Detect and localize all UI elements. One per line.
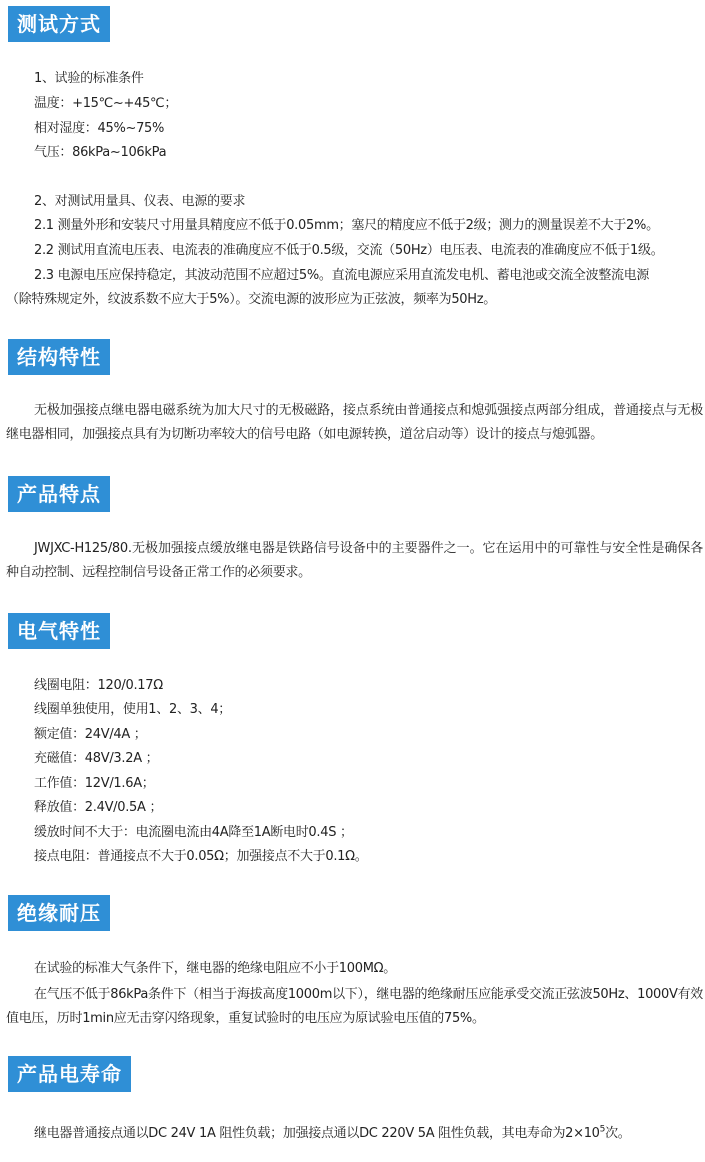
section-heading-life: 产品电寿命	[8, 1056, 131, 1092]
test-line: 2、对测试用量具、仪表、电源的要求	[34, 194, 246, 209]
test-line: 2.1 测量外形和安装尺寸用量具精度应不低于0.05mm；塞尺的精度应不低于2级；测力的测量误差不大于2%。	[34, 218, 659, 233]
test-line: 2.3 电源电压应保持稳定，其波动范围不应超过5%。直流电源应采用直流发电机、蓄电池或交流全波整流电源	[34, 268, 650, 283]
test-line: （除特殊规定外，纹波系数不应大于5%）。交流电源的波形应为正弦波，频率为50Hz。	[6, 292, 496, 307]
test-line: 气压：86kPa~106kPa	[34, 145, 167, 160]
life-text-end: 次。	[605, 1126, 631, 1141]
section-heading-electrical: 电气特性	[8, 613, 110, 649]
electrical-line: 接点电阻：普通接点不大于0.05Ω；加强接点不大于0.1Ω。	[34, 849, 368, 864]
test-line: 相对湿度：45%~75%	[34, 121, 165, 136]
features-paragraph: JWJXC-H125/80.无极加强接点缓放继电器是铁路信号设备中的主要器件之一。它在运用中的可靠性与安全性是确保各种自动控制、远程控制信号设备正常工作的必须要求。	[6, 541, 703, 580]
insulation-line: 在试验的标准大气条件下，继电器的绝缘电阻应不小于100MΩ。	[34, 961, 396, 976]
electrical-line: 充磁值：48V/3.2A ；	[34, 751, 159, 766]
electrical-line: 线圈单独使用，使用1、2、3、4；	[34, 702, 231, 717]
section-heading-insulation: 绝缘耐压	[8, 895, 110, 931]
electrical-line: 工作值：12V/1.6A；	[34, 776, 155, 791]
insulation-paragraph: 在气压不低于86kPa条件下（相当于海拔高度1000m以下），继电器的绝缘耐压应能承受交流正弦波50Hz、1000V有效值电压，历时1min应无击穿闪络现象，重复试验时的电压应为原试验电压值的75%。	[6, 987, 703, 1026]
electrical-line: 额定值：24V/4A ；	[34, 727, 147, 742]
test-line: 2.2 测试用直流电压表、电流表的准确度应不低于0.5级，交流（50Hz）电压表、电流表的准确度应不低于1级。	[34, 243, 664, 258]
structure-paragraph: 无极加强接点继电器电磁系统为加大尺寸的无极磁路，接点系统由普通接点和熄弧强接点两部分组成，普通接点与无极继电器相同，加强接点具有为切断功率较大的信号电路（如电源转换，道岔启动等）设计的接点与熄弧器。	[6, 403, 703, 442]
electrical-line: 缓放时间不大于：电流圈电流由4A降至1A断电时0.4S ；	[34, 825, 353, 840]
electrical-line: 线圈电阻：120/0.17Ω	[34, 678, 163, 693]
life-paragraph	[34, 1122, 631, 1147]
section-heading-structure: 结构特性	[8, 339, 110, 375]
test-line: 1、试验的标准条件	[34, 71, 144, 86]
life-text: 继电器普通接点通以DC 24V 1A 阻性负载；加强接点通以DC 220V 5A 阻性负载，其电寿命为2×10	[34, 1126, 600, 1141]
section-heading-features: 产品特点	[8, 476, 110, 512]
life-exponent: 5	[599, 1124, 606, 1135]
test-line: 温度：+15℃~+45℃；	[34, 96, 178, 111]
electrical-line: 释放值：2.4V/0.5A ；	[34, 800, 163, 815]
section-heading-test-method: 测试方式	[8, 6, 110, 42]
